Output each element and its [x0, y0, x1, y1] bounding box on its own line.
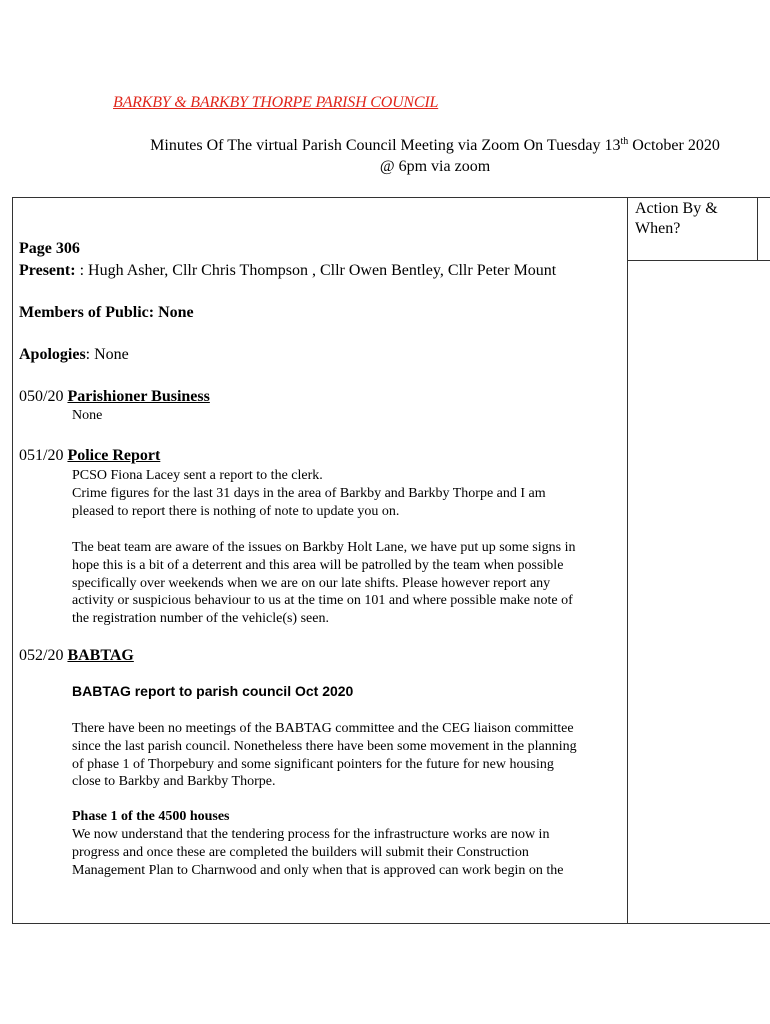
body-line: Crime figures for the last 31 days in the area of Barkby and Barkby Thorpe and I am: [72, 485, 546, 501]
action-column-divider: [627, 197, 628, 923]
item-050-body: None: [72, 408, 103, 423]
body-line: progress and once these are completed the builders will submit their Construction: [72, 844, 529, 860]
meeting-subtitle: [110, 135, 760, 177]
body-line: The beat team are aware of the issues on Barkby Holt Lane, we have put up some signs in: [72, 540, 576, 555]
council-name: BARKBY & BARKBY THORPE PARISH COUNCIL: [113, 94, 439, 111]
item-052-heading: [19, 647, 134, 665]
item-title: Police Report: [67, 447, 161, 464]
body-line: the registration number of the vehicle(s) seen.: [72, 611, 329, 627]
page-number: Page 306: [19, 240, 80, 257]
item-number: 051/20: [19, 447, 64, 464]
apologies-row: [19, 346, 129, 364]
apologies-text: : None: [85, 346, 129, 363]
phase-1-body: [72, 826, 620, 879]
body-line: since the last parish council. Nonetheless there have been some movement in the planning: [72, 738, 577, 754]
present-text: : Hugh Asher, Cllr Chris Thompson , Cllr Owen Bentley, Cllr Peter Mount: [75, 262, 557, 279]
action-header-divider: [627, 260, 770, 261]
body-line: There have been no meetings of the BABTAG committee and the CEG liaison committee: [72, 721, 574, 736]
subtitle-pre: Minutes Of The virtual Parish Council Meeting via Zoom On Tuesday 13: [150, 137, 621, 154]
subtitle-post: October 2020: [628, 137, 720, 154]
action-label-line2: When?: [635, 220, 681, 237]
item-number: 052/20: [19, 647, 64, 664]
babtag-report-heading: BABTAG report to parish council Oct 2020: [72, 683, 354, 699]
item-051-body-2: [72, 539, 620, 628]
body-line: activity or suspicious behaviour to us at the time on 101 and where possible make note of: [72, 593, 573, 609]
present-row: [19, 262, 556, 280]
members-of-public: Members of Public: None: [19, 304, 194, 321]
action-label-line1: Action By &: [635, 200, 718, 217]
item-052-body: [72, 720, 620, 791]
body-line: close to Barkby and Barkby Thorpe.: [72, 774, 276, 790]
item-051-heading: [19, 447, 160, 465]
body-line: specifically over weekends when we are on our late shifts. Please however report any: [72, 575, 551, 591]
item-051-body: [72, 467, 620, 520]
phase-1-title: Phase 1 of the 4500 houses: [72, 809, 230, 824]
body-line: We now understand that the tendering process for the infrastructure works are now in: [72, 827, 550, 842]
subtitle-sup: th: [620, 136, 629, 147]
right-cell-divider: [757, 197, 758, 261]
subtitle-line2: @ 6pm via zoom: [379, 158, 491, 175]
body-line: pleased to report there is nothing of note to update you on.: [72, 503, 400, 519]
body-line: of phase 1 of Thorpebury and some significant pointers for the future for new housing: [72, 756, 554, 772]
apologies-label: Apologies: [19, 346, 86, 363]
present-label: Present:: [19, 262, 76, 279]
item-title: Parishioner Business: [67, 388, 210, 405]
item-number: 050/20: [19, 388, 64, 405]
body-line: PCSO Fiona Lacey sent a report to the clerk.: [72, 468, 323, 483]
body-line: hope this is a bit of a deterrent and this area will be patrolled by the team when possible: [72, 557, 564, 573]
item-050-heading: [19, 388, 210, 406]
body-line: Management Plan to Charnwood and only when that is approved can work begin on the: [72, 862, 564, 878]
item-title: BABTAG: [67, 647, 134, 664]
action-column-header: [635, 199, 718, 239]
